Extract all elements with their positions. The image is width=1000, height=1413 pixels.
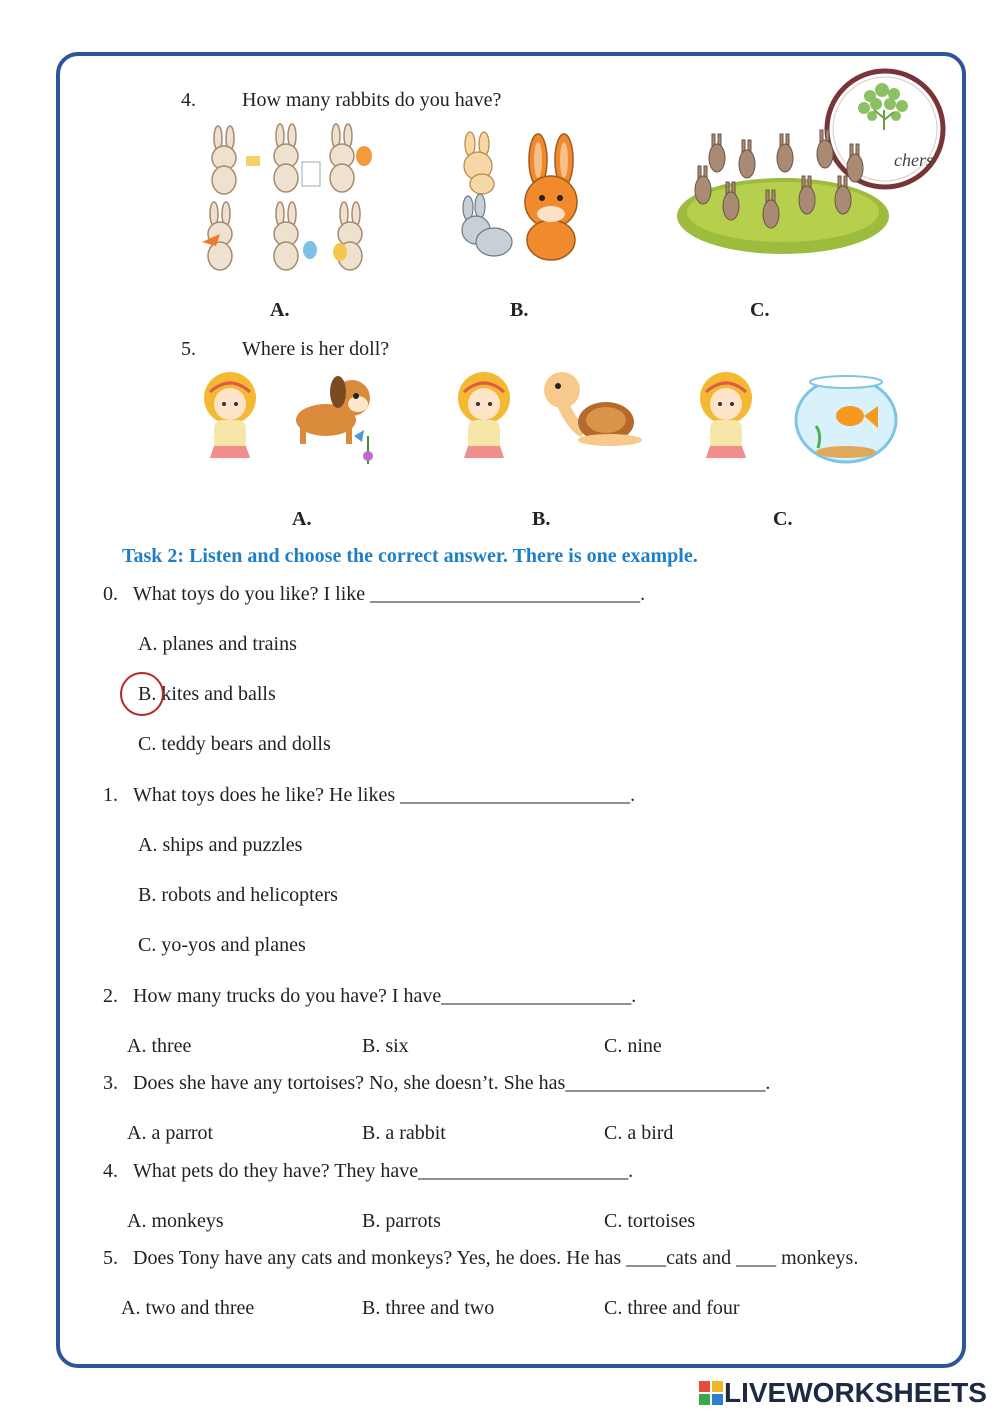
q5-option-c[interactable]: C.	[773, 508, 793, 530]
doll-with-fishbowl-image	[694, 370, 904, 472]
question-4-option-a[interactable]: A. monkeys	[127, 1210, 224, 1232]
question-5-option-c[interactable]: C. three and four	[604, 1297, 740, 1319]
question-4-option-c[interactable]: C. tortoises	[604, 1210, 696, 1232]
question-3-option-b[interactable]: B. a rabbit	[362, 1122, 446, 1144]
question-5-option-b[interactable]: B. three and two	[362, 1297, 495, 1319]
dog-figure	[296, 376, 373, 464]
q4-option-b[interactable]: B.	[510, 299, 529, 321]
question-5-option-a[interactable]: A. two and three	[121, 1297, 255, 1319]
liveworksheets-logo-text: LIVEWORKSHEETS	[724, 1377, 987, 1408]
stamp-text: chers	[894, 150, 933, 170]
tortoise-figure	[544, 372, 642, 446]
q4-option-c[interactable]: C.	[750, 299, 770, 321]
question-4-number: 4.	[103, 1160, 118, 1182]
rabbits-many-image	[676, 120, 890, 260]
question-3-option-c[interactable]: C. a bird	[604, 1122, 674, 1144]
rabbits-three-image	[454, 130, 586, 264]
q5-option-b[interactable]: B.	[532, 508, 551, 530]
question-0-text: What toys do you like? I like ___________________________.	[133, 583, 646, 605]
question-2-option-a[interactable]: A. three	[127, 1035, 192, 1057]
question-1-number: 1.	[103, 784, 118, 806]
doll-with-tortoise-image	[454, 370, 644, 472]
question-5-number: 5.	[103, 1247, 118, 1269]
question-3-text: Does she have any tortoises? No, she doesn’t. She has____________________.	[133, 1072, 771, 1094]
question-2-text: How many trucks do you have? I have___________________.	[133, 985, 637, 1007]
question-1-text: What toys does he like? He likes _______________________.	[133, 784, 636, 806]
question-2-number: 2.	[103, 985, 118, 1007]
q5-option-a[interactable]: A.	[292, 508, 312, 530]
q4-number: 4.	[181, 89, 196, 111]
question-4-option-b[interactable]: B. parrots	[362, 1210, 441, 1232]
q5-number: 5.	[181, 338, 196, 360]
question-1-option-a[interactable]: A. ships and puzzles	[138, 834, 303, 856]
question-1-option-b[interactable]: B. robots and helicopters	[138, 884, 338, 906]
question-0-number: 0.	[103, 583, 118, 605]
example-answer-circle	[120, 672, 164, 716]
task2-title: Task 2: Listen and choose the correct answer. There is one example.	[122, 545, 698, 567]
question-3-option-a[interactable]: A. a parrot	[127, 1122, 214, 1144]
question-0-option-a[interactable]: A. planes and trains	[138, 633, 297, 655]
doll-with-dog-image	[196, 370, 392, 472]
liveworksheets-logo	[698, 1378, 987, 1408]
rabbits-six-image	[198, 122, 382, 278]
question-3-number: 3.	[103, 1072, 118, 1094]
doll-figure	[204, 372, 256, 458]
fishbowl-figure	[796, 376, 896, 462]
q5-question: Where is her doll?	[242, 338, 390, 360]
q4-question: How many rabbits do you have?	[242, 89, 502, 111]
q4-option-a[interactable]: A.	[270, 299, 290, 321]
liveworksheets-logo-icon	[698, 1380, 724, 1406]
question-2-option-c[interactable]: C. nine	[604, 1035, 662, 1057]
question-4-text: What pets do they have? They have_____________________.	[133, 1160, 634, 1182]
question-5-text: Does Tony have any cats and monkeys? Yes, he does. He has ____cats and ____ monkeys.	[133, 1247, 859, 1269]
question-0-option-c[interactable]: C. teddy bears and dolls	[138, 733, 331, 755]
question-0-option-b[interactable]: B. kites and balls	[138, 683, 276, 705]
question-1-option-c[interactable]: C. yo-yos and planes	[138, 934, 306, 956]
question-2-option-b[interactable]: B. six	[362, 1035, 409, 1057]
